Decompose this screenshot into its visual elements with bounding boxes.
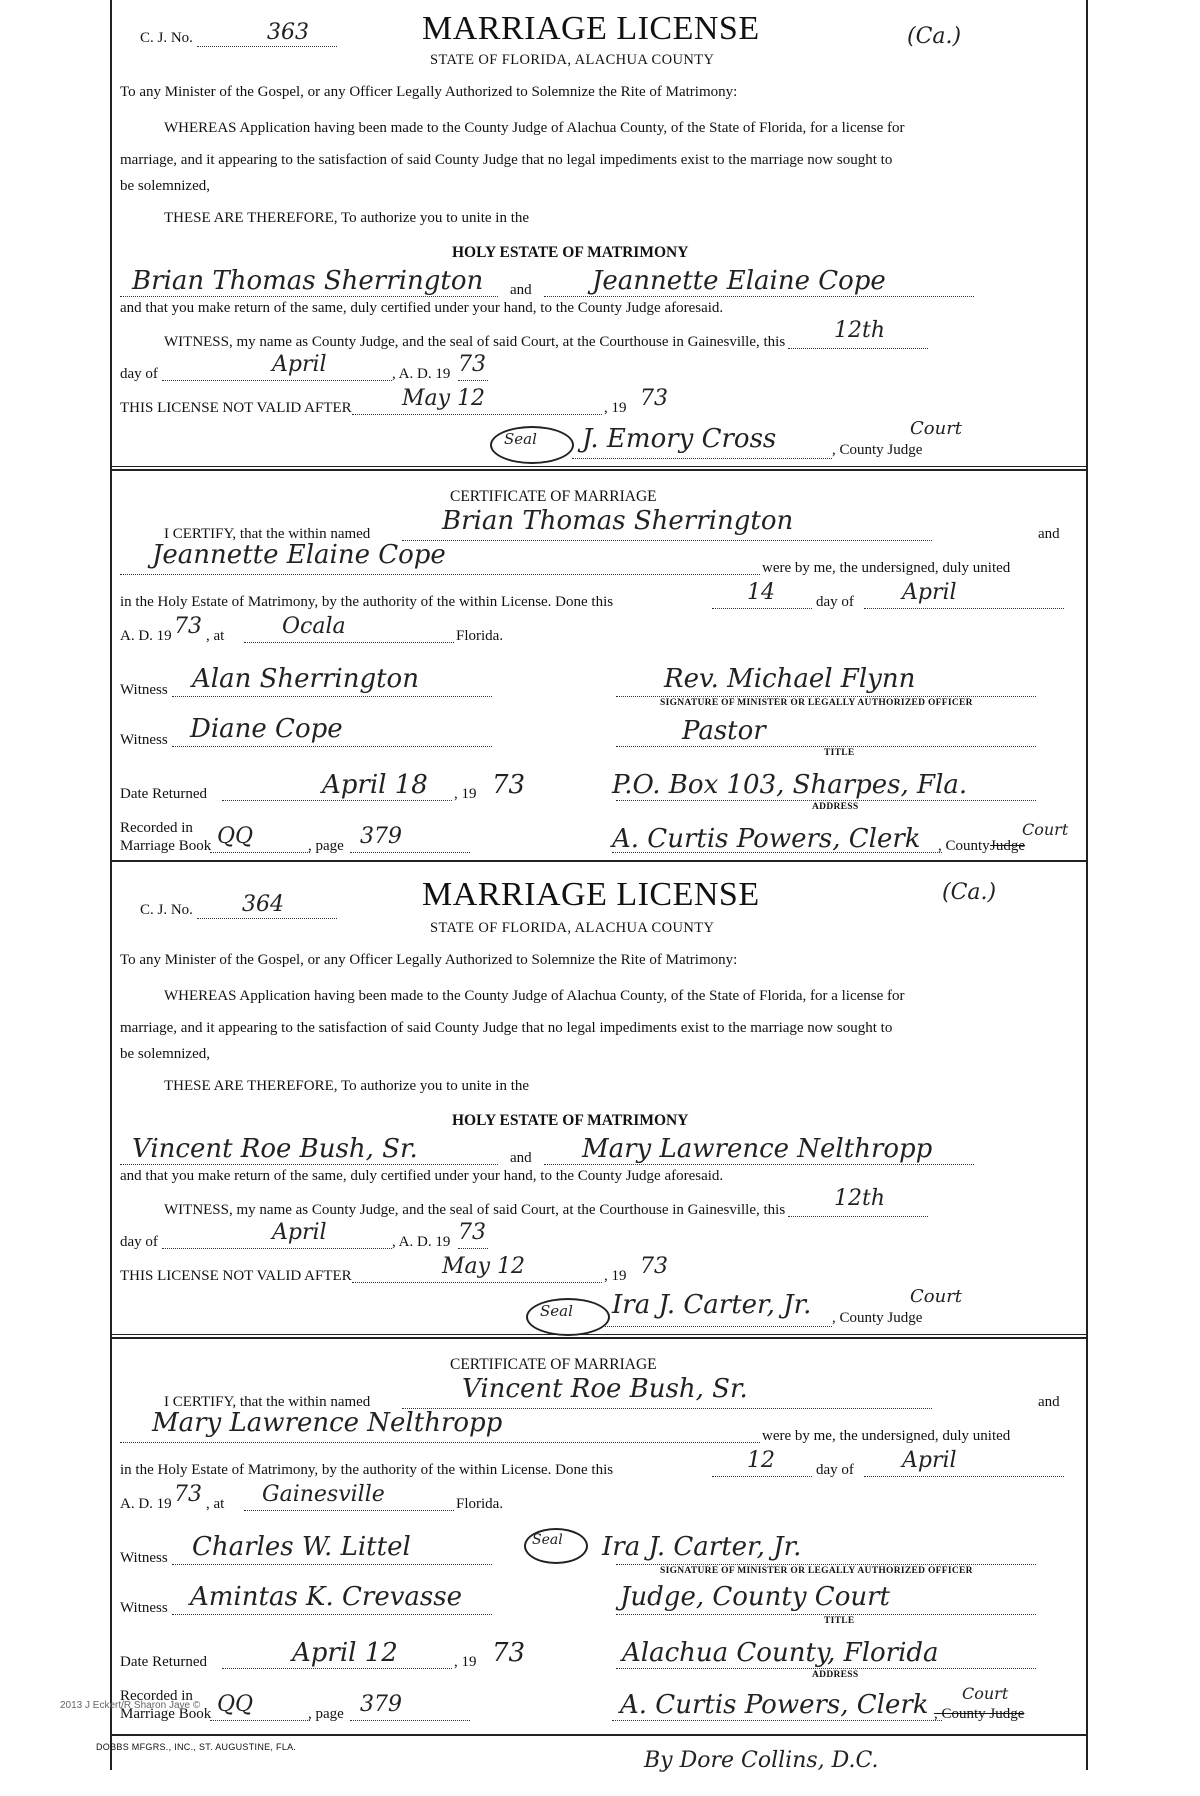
county-judge-label: , County Judge (832, 1310, 923, 1326)
and-label-2: and (1038, 526, 1060, 542)
certificate-heading: CERTIFICATE OF MARRIAGE (450, 1356, 657, 1373)
license-title: MARRIAGE LICENSE (422, 10, 760, 47)
whereas-line-2: marriage, and it appearing to the satisfaction of said County Judge that no legal impediments exist to the marriage now sought to (120, 1020, 893, 1036)
cert-bride: Jeannette Elaine Cope (152, 540, 446, 570)
document-sheet (110, 0, 1088, 1770)
marriage-book-label: Marriage Book (120, 1706, 212, 1722)
groom-name: Brian Thomas Sherrington (132, 266, 484, 296)
officer-signature: Ira J. Carter, Jr. (602, 1532, 802, 1562)
and-label: and (510, 1150, 532, 1166)
book-value: QQ (217, 1692, 254, 1717)
seal-text-2: Seal (532, 1532, 563, 1548)
page-label: , page (308, 838, 344, 854)
bride-name: Jeannette Elaine Cope (592, 266, 886, 296)
court-correction: Court (910, 1286, 963, 1307)
done-year: 73 (174, 1482, 202, 1507)
holy-estate-heading: HOLY ESTATE OF MATRIMONY (452, 244, 689, 261)
day-of-label-2: day of (816, 594, 854, 610)
cj-number: 363 (267, 20, 309, 45)
license-year: 73 (458, 352, 486, 377)
done-month: April (902, 1448, 957, 1473)
signature-label: SIGNATURE OF MINISTER OR LEGALLY AUTHORIZED OFFICER (660, 698, 973, 708)
officer-title: Judge, County Court (620, 1582, 890, 1612)
marriage-book-label: Marriage Book (120, 838, 212, 854)
witness-label-2: Witness (120, 732, 168, 748)
judge-signature: Ira J. Carter, Jr. (612, 1290, 812, 1320)
were-by-me-label: were by me, the undersigned, duly united (762, 1428, 1011, 1444)
whereas-line-1: WHEREAS Application having been made to the County Judge of Alachua County, of the State of Florida, for a license for (164, 988, 905, 1004)
certificate-heading: CERTIFICATE OF MARRIAGE (450, 488, 657, 505)
county-judge-struck: , County Judge (934, 1706, 1025, 1722)
not-valid-label: THIS LICENSE NOT VALID AFTER (120, 400, 352, 416)
therefore-line: THESE ARE THEREFORE, To authorize you to unite in the (164, 210, 530, 226)
corner-note: (Ca.) (942, 880, 997, 905)
page-value: 379 (360, 1692, 402, 1717)
ad-label-2: A. D. 19 (120, 1496, 172, 1512)
license-title: MARRIAGE LICENSE (422, 876, 760, 913)
cert-bride: Mary Lawrence Nelthropp (152, 1408, 503, 1438)
done-month: April (902, 580, 957, 605)
court-correction: Court (910, 418, 963, 439)
therefore-line: THESE ARE THEREFORE, To authorize you to unite in the (164, 1078, 530, 1094)
address-line: To any Minister of the Gospel, or any Officer Legally Authorized to Solemnize the Rite of Matrimony: (120, 952, 738, 968)
certify-label: I CERTIFY, that the within named (164, 1394, 371, 1410)
expiry-year: 73 (640, 1254, 668, 1279)
day-of-label-2: day of (816, 1462, 854, 1478)
florida-label: Florida. (456, 1496, 504, 1512)
title-label: TITLE (824, 1616, 855, 1626)
nineteen-label-2: , 19 (454, 1654, 477, 1670)
state-line: STATE OF FLORIDA, ALACHUA COUNTY (430, 920, 715, 936)
whereas-line-3: be solemnized, (120, 1046, 210, 1062)
date-returned-value: April 18 (322, 770, 428, 800)
and-label: and (510, 282, 532, 298)
license-year: 73 (458, 1220, 486, 1245)
printer-footer: DOBBS MFGRS., INC., ST. AUGUSTINE, FLA. (96, 1742, 297, 1752)
not-valid-label: THIS LICENSE NOT VALID AFTER (120, 1268, 352, 1284)
date-returned-label: Date Returned (120, 1654, 208, 1670)
license-month: April (272, 352, 327, 377)
clerk-signature: A. Curtis Powers, Clerk (612, 824, 921, 854)
officer-title: Pastor (682, 716, 766, 746)
page-label: , page (308, 1706, 344, 1722)
ad-label-2: A. D. 19 (120, 628, 172, 644)
date-returned-label: Date Returned (120, 786, 208, 802)
whereas-line-2: marriage, and it appearing to the satisfaction of said County Judge that no legal impediments exist to the marriage now sought to (120, 152, 893, 168)
witness-day: 12th (834, 318, 886, 343)
officer-signature: Rev. Michael Flynn (664, 664, 916, 694)
witness-2-name: Diane Cope (190, 714, 343, 744)
witness-statement: WITNESS, my name as County Judge, and the seal of said Court, at the Courthouse in Gainesville, this (164, 334, 786, 350)
nineteen-label-2: , 19 (454, 786, 477, 802)
county-label: , County (938, 838, 990, 854)
officer-address: P.O. Box 103, Sharpes, Fla. (612, 770, 968, 800)
clerk-signature: A. Curtis Powers, Clerk (620, 1690, 929, 1720)
certify-label: I CERTIFY, that the within named (164, 526, 371, 542)
ceremony-place: Ocala (282, 614, 346, 639)
expiry-year: 73 (640, 386, 668, 411)
florida-label: Florida. (456, 628, 504, 644)
were-by-me-label: were by me, the undersigned, duly united (762, 560, 1011, 576)
nineteen-label: , 19 (604, 400, 627, 416)
and-label-2: and (1038, 1394, 1060, 1410)
cj-label: C. J. No. (140, 30, 193, 46)
at-label: , at (206, 628, 225, 644)
recorded-in-label: Recorded in (120, 1688, 193, 1704)
at-label: , at (206, 1496, 225, 1512)
title-label: TITLE (824, 748, 855, 758)
whereas-line-1: WHEREAS Application having been made to the County Judge of Alachua County, of the State of Florida, for a license for (164, 120, 905, 136)
done-day: 12 (747, 1448, 775, 1473)
address-label: ADDRESS (812, 802, 859, 812)
expiry-date: May 12 (442, 1254, 526, 1279)
groom-name: Vincent Roe Bush, Sr. (132, 1134, 418, 1164)
witness-label-2: Witness (120, 1600, 168, 1616)
address-label: ADDRESS (812, 1670, 859, 1680)
court-correction-2: Court (1022, 820, 1069, 839)
return-line: and that you make return of the same, duly certified under your hand, to the County Judge aforesaid. (120, 1168, 724, 1184)
page-value: 379 (360, 824, 402, 849)
seal-text: Seal (504, 430, 537, 448)
holy-estate-line: in the Holy Estate of Matrimony, by the authority of the within License. Done this (120, 594, 614, 610)
witness-statement: WITNESS, my name as County Judge, and the seal of said Court, at the Courthouse in Gainesville, this (164, 1202, 786, 1218)
done-day: 14 (747, 580, 775, 605)
deputy-clerk-note: By Dore Collins, D.C. (644, 1748, 879, 1773)
signature-label: SIGNATURE OF MINISTER OR LEGALLY AUTHORIZED OFFICER (660, 1566, 973, 1576)
seal-text: Seal (540, 1302, 573, 1320)
cert-groom: Brian Thomas Sherrington (442, 506, 794, 536)
witness-label-1: Witness (120, 682, 168, 698)
judge-signature: J. Emory Cross (582, 424, 777, 454)
ad-label: , A. D. 19 (392, 1234, 451, 1250)
date-returned-value: April 12 (292, 1638, 398, 1668)
recorded-in-label: Recorded in (120, 820, 193, 836)
day-of-label: day of (120, 1234, 158, 1250)
corner-note: (Ca.) (907, 24, 962, 49)
returned-year: 73 (492, 770, 526, 800)
cj-label: C. J. No. (140, 902, 193, 918)
watermark-text: 2013 J Eckert/R Sharon Jaye © (60, 1700, 201, 1711)
address-line: To any Minister of the Gospel, or any Officer Legally Authorized to Solemnize the Rite of Matrimony: (120, 84, 738, 100)
expiry-date: May 12 (402, 386, 486, 411)
returned-year: 73 (492, 1638, 526, 1668)
cj-number: 364 (242, 892, 284, 917)
witness-day: 12th (834, 1186, 886, 1211)
ceremony-place: Gainesville (262, 1482, 385, 1507)
license-month: April (272, 1220, 327, 1245)
witness-1-name: Alan Sherrington (192, 664, 419, 694)
nineteen-label: , 19 (604, 1268, 627, 1284)
whereas-line-3: be solemnized, (120, 178, 210, 194)
ad-label: , A. D. 19 (392, 366, 451, 382)
holy-estate-heading: HOLY ESTATE OF MATRIMONY (452, 1112, 689, 1129)
court-correction-2: Court (962, 1684, 1009, 1703)
judge-struck: Judge (990, 838, 1025, 854)
witness-1-name: Charles W. Littel (192, 1532, 411, 1562)
witness-label-1: Witness (120, 1550, 168, 1566)
done-year: 73 (174, 614, 202, 639)
book-value: QQ (217, 824, 254, 849)
day-of-label: day of (120, 366, 158, 382)
state-line: STATE OF FLORIDA, ALACHUA COUNTY (430, 52, 715, 68)
return-line: and that you make return of the same, duly certified under your hand, to the County Judge aforesaid. (120, 300, 724, 316)
witness-2-name: Amintas K. Crevasse (190, 1582, 462, 1612)
officer-address: Alachua County, Florida (622, 1638, 939, 1668)
holy-estate-line: in the Holy Estate of Matrimony, by the authority of the within License. Done this (120, 1462, 614, 1478)
county-judge-label: , County Judge (832, 442, 923, 458)
bride-name: Mary Lawrence Nelthropp (582, 1134, 933, 1164)
cert-groom: Vincent Roe Bush, Sr. (462, 1374, 748, 1404)
